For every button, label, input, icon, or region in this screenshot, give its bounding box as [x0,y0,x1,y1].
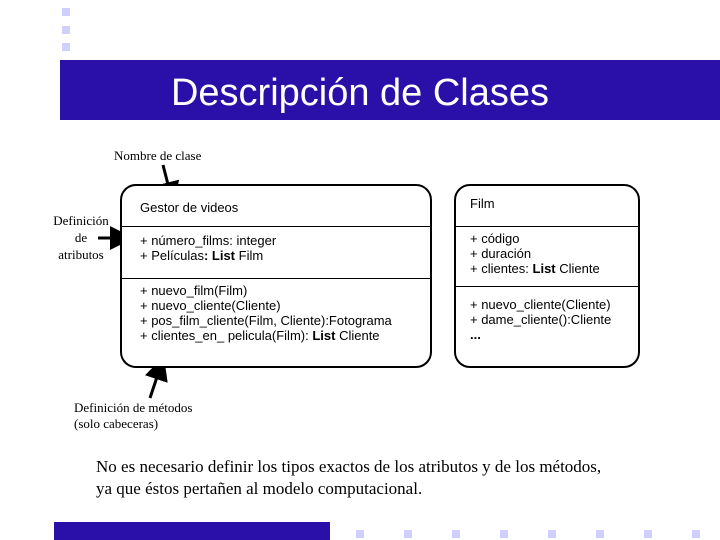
class-member [470,231,600,246]
class-divider [454,226,640,227]
note-text [96,456,601,500]
member-prefix: + nuevo_cliente(Cliente) [470,297,611,312]
class-member [140,328,392,343]
class-member [470,297,611,312]
member-suffix: Cliente [335,328,380,343]
label-line: de [74,230,88,245]
member-prefix: + clientes_en_ pelicula(Film): [140,328,313,343]
class-methods [140,283,392,343]
class-name: Film [470,196,495,211]
class-name: Gestor de videos [140,200,239,215]
note-line: ya que éstos pertañen al modelo computacional. [96,479,423,498]
class-divider [120,226,432,227]
label-line: Definición [53,213,109,228]
decor-dot [692,530,700,538]
class-member [140,283,392,298]
note-line: No es necesario definir los tipos exactos de los atributos y de los métodos, [96,457,602,476]
member-suffix: Film [235,248,264,263]
class-member [470,312,611,327]
member-prefix: + Películas [140,248,204,263]
member-prefix: + nuevo_cliente(Cliente) [140,298,281,313]
label-nombre-clase: Nombre de clase [114,148,202,163]
member-prefix: + código [470,231,520,246]
decor-dot [404,530,412,538]
class-member [140,313,392,328]
member-prefix: + pos_film_cliente(Film, Cliente):Fotograma [140,313,392,328]
class-divider [454,286,640,287]
member-suffix: Cliente [555,261,600,276]
decor-dot [644,530,652,538]
class-member [140,248,276,263]
decor-dot [452,530,460,538]
class-attributes [470,231,600,276]
bottom-bar [54,522,330,540]
member-bold: List [532,261,556,276]
label-line: atributos [58,247,104,262]
member-prefix: + dame_cliente():Cliente [470,312,612,327]
member-prefix: + número_films: integer [140,233,277,248]
class-member [470,261,600,276]
class-methods [470,297,611,342]
class-member [140,298,392,313]
member-bold: : List [203,248,236,263]
member-prefix: + duración [470,246,532,261]
member-bold: List [312,328,336,343]
slide-title: Descripción de Clases [170,72,550,114]
member-prefix: + clientes: [470,261,533,276]
member-bold: ... [470,327,481,342]
class-attributes [140,233,276,263]
label-line: (solo cabeceras) [74,416,159,431]
decor-dot [356,530,364,538]
member-prefix: + nuevo_film(Film) [140,283,248,298]
class-member [470,246,600,261]
decor-dot [596,530,604,538]
label-line: Definición de métodos [74,400,193,415]
decor-dot [500,530,508,538]
class-member [470,327,611,342]
class-divider [120,278,432,279]
decor-dot [548,530,556,538]
class-member [140,233,276,248]
